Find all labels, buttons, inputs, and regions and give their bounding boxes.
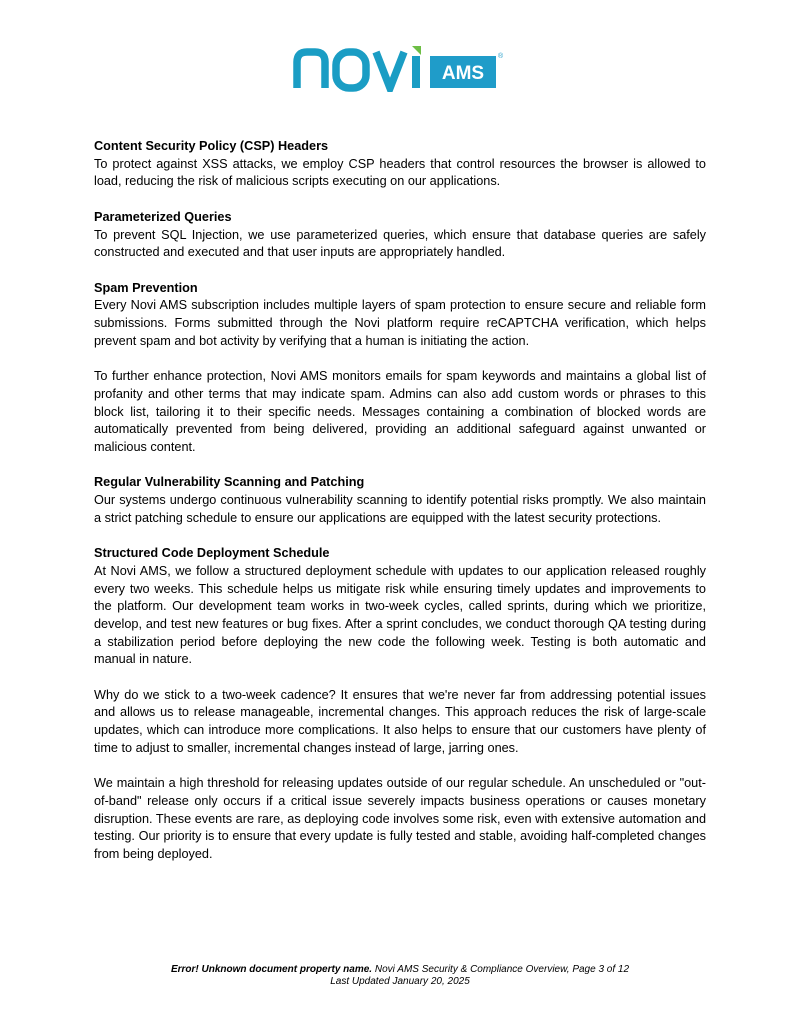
logo-badge-text: AMS: [441, 63, 485, 84]
novi-ams-logo: [293, 46, 508, 92]
section-heading: Spam Prevention: [94, 280, 198, 295]
section-spam-prevention: [94, 280, 706, 457]
section-paragraph: We maintain a high threshold for releasing updates outside of our regular schedule. An unscheduled or "out-of-band" release only occurs if a critical issue severely impacts business operations or causes monetary disruption. These events are rare, as deploying code involves some risk, even with extensive automation and testing. Our priority is to ensure that every update is fully tested and stable, avoiding half-completed changes from being deployed.: [94, 776, 706, 862]
section-paragraph: Every Novi AMS subscription includes multiple layers of spam protection to ensure secure and reliable form submissions. Forms submitted through the Novi platform require reCAPTCHA verification, which helps prevent spam and bot activity by verifying that a human is initiating the action.: [94, 298, 706, 348]
document-body: [94, 138, 706, 881]
section-heading: Content Security Policy (CSP) Headers: [94, 139, 329, 153]
section-heading: Parameterized Queries: [94, 209, 232, 224]
section-paragraph: To further enhance protection, Novi AMS monitors emails for spam keywords and maintains a global list of profanity and other terms that may indicate spam. Admins can also add custom words or phrases to this block list, tailoring it to their specific needs. Messages containing a combination of blocked words are automatically prevented from being delivered, providing an additional safeguard against unwanted or malicious content.: [94, 369, 706, 454]
section-csp: [94, 138, 706, 191]
section-heading: Structured Code Deployment Schedule: [94, 546, 330, 561]
page-footer: [0, 964, 800, 988]
section-paragraph: To prevent SQL Injection, we use parameterized queries, which ensure that database queries are safely constructed and executed and that user inputs are appropriately handled.: [94, 227, 706, 260]
section-parameterized-queries: [94, 209, 706, 262]
footer-doc-text: Novi AMS Security & Compliance Overview, Page 3 of 12: [372, 964, 630, 975]
section-deployment-schedule: [94, 545, 706, 864]
logo-registered-mark: ®: [498, 53, 504, 60]
section-paragraph: At Novi AMS, we follow a structured deployment schedule with updates to our application released roughly every two weeks. This schedule helps us mitigate risk while ensuring timely updates and improvements to the platform. Our development team works in two-week cycles, called sprints, during which we prioritize, develop, and test new features or bug fixes. After a sprint concludes, we conduct thorough QA testing during a stabilization period before deploying the new code the following week. Testing is both automatic and manual in nature.: [94, 563, 706, 667]
footer-line-1: [0, 964, 800, 976]
footer-updated: Last Updated January 20, 2025: [330, 976, 470, 987]
section-paragraph: To protect against XSS attacks, we employ CSP headers that control resources the browser is allowed to load, reducing the risk of malicious scripts executing on our applications.: [94, 156, 706, 189]
section-paragraph: Why do we stick to a two-week cadence? It ensures that we're never far from addressing potential issues and allows us to release manageable, incremental changes. This approach reduces the risk of large-scale updates, which can introduce more complications. It also helps to ensure that our customers have plenty of time to adjust to smaller, incremental changes instead of large, jarring ones.: [94, 687, 706, 755]
section-heading: Regular Vulnerability Scanning and Patching: [94, 475, 365, 490]
footer-error-text: Error! Unknown document property name.: [170, 964, 373, 975]
section-paragraph: Our systems undergo continuous vulnerability scanning to identify potential risks promptly. We also maintain a strict patching schedule to ensure our applications are equipped with the latest security protections.: [94, 493, 706, 525]
section-vulnerability-scanning: [94, 474, 706, 527]
